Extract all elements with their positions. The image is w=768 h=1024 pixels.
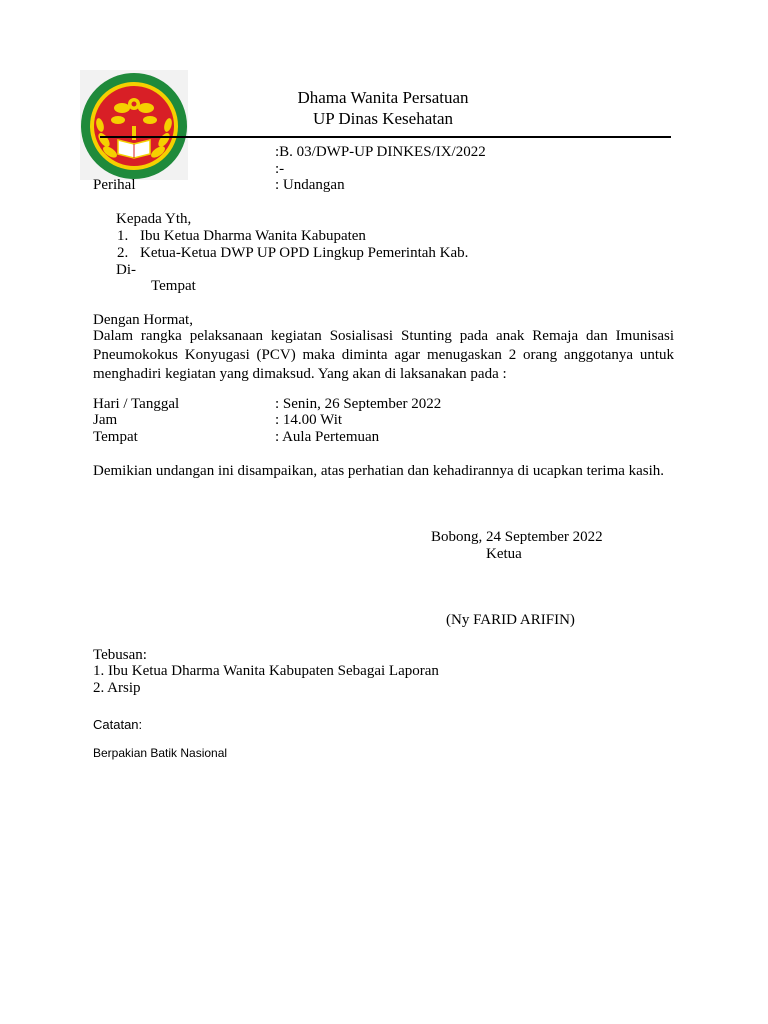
organization-name: Dhama Wanita Persatuan: [297, 88, 469, 107]
recipient-di: Di-: [116, 262, 136, 278]
cc-item: 1. Ibu Ketua Dharma Wanita Kabupaten Sebagai Laporan: [93, 663, 439, 679]
signature-place-date: Bobong, 24 September 2022: [431, 529, 603, 545]
subject-value: : Undangan: [275, 177, 345, 193]
schedule-label: Tempat: [93, 429, 138, 445]
dharma-wanita-emblem-logo: [80, 70, 188, 180]
cc-heading: Tebusan:: [93, 647, 147, 663]
recipient-item: Ibu Ketua Dharma Wanita Kabupaten: [140, 228, 366, 244]
header-divider: [100, 136, 671, 138]
notes-text: Berpakian Batik Nasional: [93, 746, 228, 760]
schedule-label: Hari / Tanggal: [93, 396, 180, 412]
recipient-place: Tempat: [151, 278, 196, 294]
signature-role: Ketua: [486, 546, 522, 562]
schedule-value: : Senin, 26 September 2022: [275, 396, 442, 412]
signatory-name: (Ny FARID ARIFIN): [446, 612, 575, 628]
closing-paragraph: Demikian undangan ini disampaikan, atas perhatian dan kehadirannya di ucapkan terima kasih.: [93, 463, 665, 479]
recipient-greeting: Kepada Yth,: [116, 211, 192, 227]
schedule-value: : Aula Pertemuan: [275, 429, 380, 445]
recipient-item: Ketua-Ketua DWP UP OPD Lingkup Pemerintah Kab.: [140, 245, 469, 261]
schedule-label: Jam: [93, 412, 118, 428]
recipient-number: 2.: [117, 245, 129, 261]
recipient-number: 1.: [117, 228, 129, 244]
letter-number: :B. 03/DWP-UP DINKES/IX/2022: [275, 144, 486, 160]
unit-name: UP Dinas Kesehatan: [312, 109, 454, 128]
subject-label: Perihal: [93, 177, 136, 193]
body-paragraph: Dalam rangka pelaksanaan kegiatan Sosialisasi Stunting pada anak Remaja dan Imunisasi Pneumokokus Konyugasi (PCV) maka diminta agar menugaskan 2 orang anggotanya untuk menghadiri kegiatan yang dimaksud. Yang akan di laksanakan pada :: [93, 328, 674, 382]
salutation: Dengan Hormat,: [93, 312, 193, 328]
notes-heading: Catatan:: [93, 717, 143, 732]
schedule-value: : 14.00 Wit: [275, 412, 343, 428]
cc-item: 2. Arsip: [93, 680, 141, 696]
attachment-value: :-: [275, 161, 285, 177]
